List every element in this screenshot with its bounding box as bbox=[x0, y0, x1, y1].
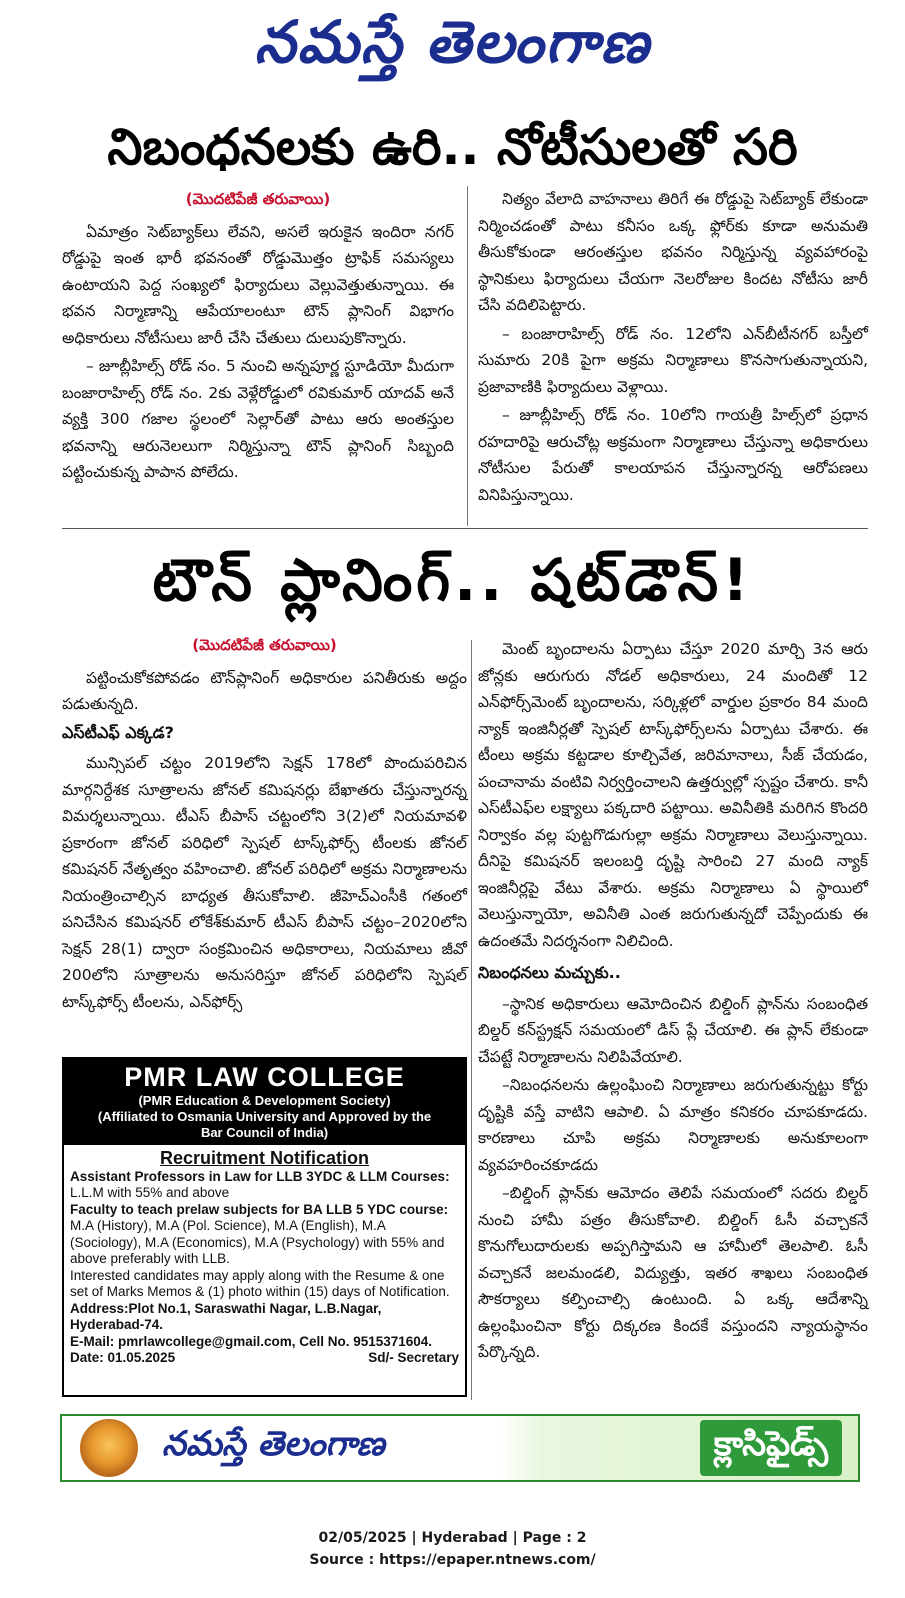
ad-requirement-2-heading: Faculty to teach prelaw subjects for BA LLB 5 YDC course: bbox=[70, 1201, 449, 1217]
story2-right-subhead: నిబంధనలు మచ్చుకు.. bbox=[478, 963, 621, 982]
story1-left-column bbox=[62, 186, 454, 488]
ad-affiliation-line-2: Bar Council of India) bbox=[200, 1125, 329, 1140]
ad-society: (PMR Education & Development Society) bbox=[138, 1093, 391, 1108]
story2-left-body: మున్సిపల్ చట్టం 2019లోని సెక్షన్ 178లో పొందుపరిచిన మార్గనిర్దేశక సూత్రాలను జోనల్ కమిషనర్లు బేఖాతరు చేస్తున్నారన్న విమర్శలున్నాయి. టీఎస్ బీపాస్ చట్టంలోని 3(2)లో నియమావళి ప్రకారంగా జోనల్ పరిధిలో స్పెషల్ టాస్క్‌ఫోర్స్ టీంలకు జోనల్ కమిషనర్ నేతృత్వం వహించాలి. జోనల్ పరిధిలో అక్రమ నిర్మాణాలను నియంత్రించాల్సిన బాధ్యత తీసుకోవాలి. జీహెచ్‌ఎంసీకి గతంలో పనిచేసిన కమిషనర్ లోకేశ్‌కుమార్ టీఎస్ బీపాస్ చట్టం–2020లోని సెక్షన్ 28(1) ద్వారా సంక్రమించిన అధికారాలు, నియమాలు జీవో 200లోని సూత్రాలను అనుసరిస్తూ జోనల్ పరిధిలోని స్పెషల్ టాస్క్‌ఫోర్స్ టీంలను, ఎన్‌ఫోర్స్ bbox=[62, 754, 467, 1011]
footer-date-line: 02/05/2025 | Hyderabad | Page : 2 bbox=[318, 1530, 587, 1546]
ad-contact: E-Mail: pmrlawcollege@gmail.com, Cell No. 9515371604. bbox=[70, 1333, 433, 1349]
masthead-title: నమస్తే తెలంగాణ bbox=[254, 7, 651, 76]
law-college-advertisement bbox=[62, 1057, 467, 1397]
banner-brand: నమస్తే తెలంగాణ bbox=[162, 1424, 385, 1464]
story1-right-column bbox=[478, 186, 868, 510]
story1-continued-label: (మొదటిపేజీ తరువాయి) bbox=[185, 190, 331, 208]
story2-left-intro: పట్టించుకోకపోవడం టౌన్‌ప్లానింగ్ అధికారుల పనితీరుకు అద్దం పడుతున్నది. bbox=[62, 668, 467, 713]
seal-emblem-icon bbox=[80, 1419, 138, 1477]
column-divider bbox=[467, 186, 468, 526]
ad-date: Date: 01.05.2025 bbox=[70, 1350, 176, 1365]
story-separator bbox=[62, 528, 868, 529]
column-divider bbox=[471, 640, 472, 1400]
ad-title: Recruitment Notification bbox=[159, 1148, 369, 1168]
story2-right-point: –స్థానిక అధికారులు ఆమోదించిన బిల్డింగ్ ప్లాన్‌ను సంబంధిత బిల్డర్ కన్‌స్ట్రక్షన్ సమయంలో డిస్ ప్లే చేయాలి. ఈ ప్లాన్ లేకుండా చేపట్టే నిర్మాణాలను నిలిపివేయాలి. bbox=[478, 994, 868, 1066]
ad-requirement-1-body: L.L.M with 55% and above bbox=[70, 1185, 230, 1200]
story2-right-body: మెంట్ బృందాలను ఏర్పాటు చేస్తూ 2020 మార్చి 3న ఆరు జోన్లకు ఆరుగురు నోడల్ అధికారులు, 24 మందితో 12 ఎన్‌ఫోర్స్‌మెంట్ బృందాలను, సర్కిళ్లలో వార్డుల ప్రకారం 84 మంది న్యాక్ ఇంజినీర్లతో స్పెషల్ టాస్క్‌ఫోర్స్‌లను ఏర్పాటు చేశారు. ఈ టీంలు అక్రమ కట్టడాల కూల్చివేత, జరిమానాలు, సీజ్ చేయడం, పంచానామ వంటివి నిర్వర్తించాలని ఉత్తర్వుల్లో స్పష్టం చేశారు. కానీ ఎస్‌టీఎఫ్‌ల లక్ష్యాలు పక్కదారి పట్టాయి. అవినీతికి మరిగిన కొందరి నిర్వాకం వల్ల పుట్టగొడుగుల్లా అక్రమ నిర్మాణాలు వెలుస్తున్నాయి. దీనిపై కమిషనర్ ఇలంబర్తి దృష్టి సారించి 27 మంది న్యాక్ ఇంజినీర్లపై వేటు వేశారు. అక్రమ నిర్మాణాలు ఏ స్థాయిలో వెలుస్తున్నాయో, అవినీతి ఎంత జరుగుతున్నదో చెప్పేందుకు ఈ ఉదంతమే నిదర్శనంగా నిలిచింది. bbox=[478, 640, 868, 950]
ad-header bbox=[64, 1059, 465, 1145]
ad-apply-text: Interested candidates may apply along with the Resume & one set of Marks Memos & (1) photo within (15) days of Notification. bbox=[70, 1267, 450, 1299]
ad-footer bbox=[70, 1350, 459, 1367]
ad-requirement-1-heading: Assistant Professors in Law for LLB 3YDC & LLM Courses: bbox=[70, 1168, 450, 1184]
footer-source-line: Source : https://epaper.ntnews.com/ bbox=[309, 1552, 596, 1568]
story1-left-paragraph: – జూబ్లీహిల్స్ రోడ్ నం. 5 నుంచి అన్నపూర్ణ స్టూడియో మీదుగా బంజారాహిల్స్ రోడ్ నం. 2కు వెళ్లేరోడ్డులో రవికుమార్ యాదవ్ అనే వ్యక్తి 300 గజాల స్థలంలో సెల్లార్‌తో పాటు ఆరు అంతస్తుల భవనాన్ని ఆరునెలలుగా నిర్మిస్తున్నా టౌన్ ప్లానింగ్ సిబ్బంది పట్టించుకున్న పాపాన పోలేదు. bbox=[62, 357, 454, 481]
ad-body bbox=[64, 1145, 465, 1370]
story2-right-column bbox=[478, 636, 868, 1368]
classifieds-banner bbox=[60, 1414, 860, 1482]
ad-college-name: PMR LAW COLLEGE bbox=[124, 1062, 405, 1092]
ad-affiliation-line-1: (Affiliated to Osmania University and Approved by the bbox=[97, 1109, 432, 1124]
story1-left-paragraph: ఏమాత్రం సెట్‌బ్యాక్‌లు లేవని, అసలే ఇరుకైన ఇందిరా నగర్ రోడ్డుపై ఇంత భారీ భవనంతో రోడ్డుమొత్తం ట్రాఫిక్ సమస్యలు ఉంటాయని పెద్ద సంఖ్యలో ఫిర్యాదులు వెల్లువెత్తుతున్నాయి. ఈ భవన నిర్మాణాన్ని ఆపేయాలంటూ టౌన్ ప్లానింగ్ విభాగం అధికారులు నోటీసులు జారీ చేసి చేతులు దులుపుకొన్నారు. bbox=[62, 222, 454, 347]
ad-signature: Sd/- Secretary bbox=[368, 1350, 459, 1365]
story1-headline: నిబంధనలకు ఉరి.. నోటీసులతో సరి bbox=[107, 118, 798, 176]
story2-right-point: –నిబంధనలను ఉల్లంఘించి నిర్మాణాలు జరుగుతున్నట్టు కోర్టు దృష్టికి వస్తే వాటిని ఆపాలి. ఏ మాత్రం కనికరం చూపకూడదు. కారణాలు చూపి అక్రమ నిర్మాణాలకు అనుకూలంగా వ్యవహరించకూడదు bbox=[478, 1076, 868, 1174]
story2-continued-label: (మొదటిపేజీ తరువాయి) bbox=[192, 636, 337, 654]
story2-left-column bbox=[62, 632, 467, 1017]
story1-right-paragraph: – బంజారాహిల్స్ రోడ్ నం. 12లోని ఎన్‌బీటీనగర్ బస్తీలో సుమారు 20కి పైగా అక్రమ నిర్మాణాలు కొనసాగుతున్నాయని, ప్రజావాణికి ఫిర్యాదులు వెళ్లాయి. bbox=[478, 324, 868, 396]
masthead bbox=[0, 0, 905, 98]
ad-requirement-2-body: M.A (History), M.A (Pol. Science), M.A (English), M.A (Sociology), M.A (Economics), M.A (Psychology) with 55% and above preferably with LLB. bbox=[70, 1218, 445, 1266]
ad-address: Address:Plot No.1, Saraswathi Nagar, L.B.Nagar, Hyderabad-74. bbox=[70, 1300, 382, 1332]
story2-right-point: –బిల్డింగ్ ప్లాన్‌కు ఆమోదం తెలిపే సమయంలో సదరు బిల్డర్ నుంచి హామీ పత్రం తీసుకోవాలి. బిల్డింగ్ ఓసీ వచ్చాకనే కొనుగోలుదారులకు అప్పగిస్తామని ఆ హామీలో తెలపాలి. ఓసీ వచ్చాకనే జలమండలి, విద్యుత్తు, ఇతర శాఖలు సంబంధిత సౌకర్యాలు కల్పించాల్సి ఉంటుంది. ఏ ఒక్క ఆదేశాన్ని ఉల్లంఘించినా కోర్టు దిక్కరణ కిందకే వస్తుందని న్యాయస్థానం పేర్కొన్నది. bbox=[478, 1184, 868, 1361]
banner-classifieds-label: క్లాసిఫైడ్స్ bbox=[700, 1420, 842, 1476]
story1-right-paragraph: – జూబ్లీహిల్స్ రోడ్ నం. 10లోని గాయత్రీ హిల్స్‌లో ప్రధాన రహదారిపై ఆరుచోట్ల అక్రమంగా నిర్మాణాలు చేస్తున్నా అధికారులు నోటీసుల పేరుతో కాలయాపన చేస్తున్నారన్న ఆరోపణలు వినిపిస్తున్నాయి. bbox=[478, 406, 868, 504]
story2-headline: టౌన్ ప్లానింగ్.. షట్‌డౌన్! bbox=[152, 546, 753, 614]
story2-left-subhead: ఎస్‌టీఎఫ్ ఎక్కడ? bbox=[62, 722, 174, 742]
story1-right-paragraph: నిత్యం వేలాది వాహనాలు తిరిగే ఈ రోడ్డుపై సెట్‌బ్యాక్ లేకుండా నిర్మించడంతో పాటు కనీసం ఒక్క ఫ్లోర్‌కు కూడా అనుమతి తీసుకోకుండా ఆరంతస్తుల భవనం నిర్మిస్తున్న వ్యవహారంపై స్థానికులు ఫిర్యాదులు చేయగా నెలరోజుల కిందట నోటీసు జారీ చేసి వదిలిపెట్టారు. bbox=[478, 190, 868, 314]
